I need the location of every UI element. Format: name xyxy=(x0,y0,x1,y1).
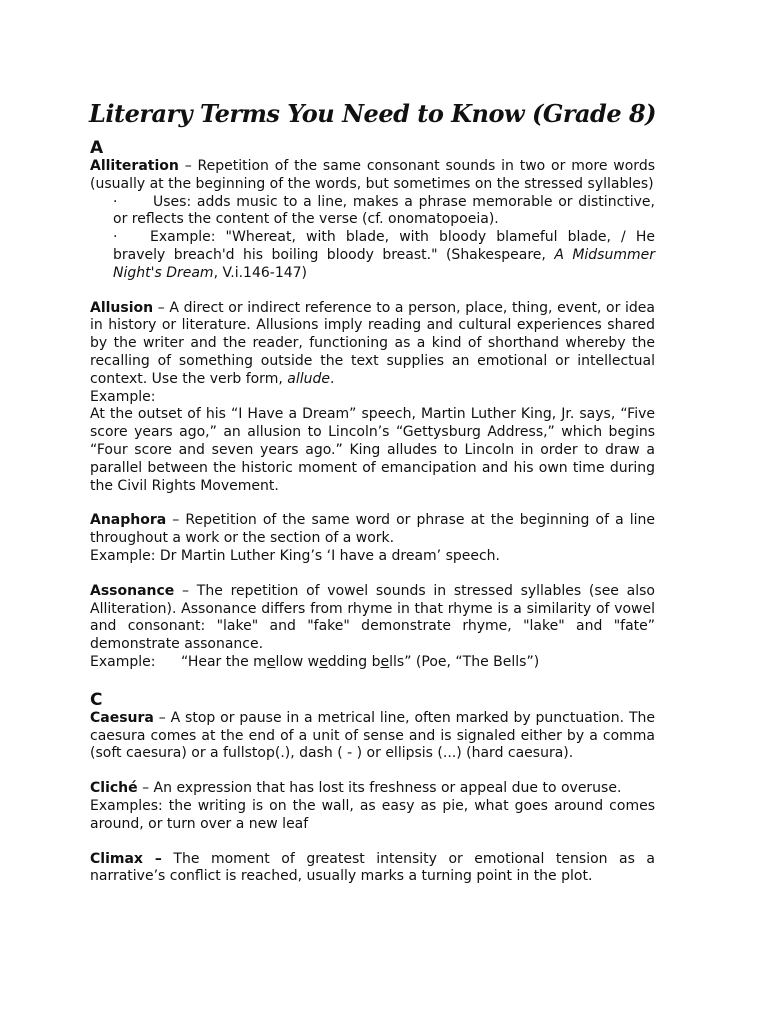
alliteration-example-cite: , V.i.146-147) xyxy=(213,264,307,281)
assonance-underlined-vowel: e xyxy=(319,653,328,670)
alliteration-example-work: A Midsummer Night's Dream xyxy=(113,246,655,281)
climax-def-text: The moment of greatest intensity or emotional tension as a narrative’s conflict is reached, usually marks a turning point in the plot. xyxy=(90,850,656,885)
assonance-example-part: dding b xyxy=(327,653,381,670)
section-letter-a: A xyxy=(90,138,104,158)
assonance-underlined-vowel: e xyxy=(266,653,276,670)
term-anaphora: Anaphora xyxy=(90,512,167,529)
term-climax: Climax – xyxy=(90,850,162,867)
allusion-example-text: At the outset of his “I Have a Dream” speech, Martin Luther King, Jr. says, “Five score years ago,” an allusion to Lincoln’s “Gettysburg Address,” which begins “Four score and seven years ago.” King alludes to Lincoln in order to draw a parallel between the historic moment of emancipation and his own time during the Civil Rights Movement. xyxy=(90,406,655,494)
alliteration-def-text: – Repetition of the same consonant sounds in two or more words (usually at the beginning of the words, but sometimes on the stressed syllables) xyxy=(90,158,655,192)
alliteration-example-text: Example: "Whereat, with blade, with bloody blameful blade, / He bravely breach'd his boiling bloody breast." (Shakespeare, xyxy=(113,229,655,263)
allusion-example-label: Example: xyxy=(90,388,156,405)
assonance-example-part: lls” (Poe, “The Bells”) xyxy=(389,653,540,670)
cliche-definition xyxy=(90,780,655,798)
allusion-def-end: . xyxy=(329,370,335,387)
assonance-example-part: llow w xyxy=(275,653,320,670)
cliche-def-text: – An expression that has lost its freshness or appeal due to overuse. xyxy=(137,780,622,797)
alliteration-uses xyxy=(113,194,655,230)
term-alliteration: Alliteration xyxy=(90,158,179,174)
assonance-definition xyxy=(90,583,655,654)
term-cliche: Cliché xyxy=(90,780,138,797)
term-caesura: Caesura xyxy=(90,709,154,726)
bullet-dot: · xyxy=(113,193,118,210)
assonance-example-label: Example: xyxy=(90,653,156,670)
assonance-def-text: – The repetition of vowel sounds in stressed syllables (see also Alliteration). Assonance differs from rhyme in that rhyme is a similarity of vowel and consonant: "lake" and "fake" demonstrate rhyme, "lake" and "fate” demonstrate assonance. xyxy=(90,582,655,653)
caesura-def-text: – A stop or pause in a metrical line, often marked by punctuation. The caesura comes at the end of a unit of sense and is signaled either by a comma (soft caesura) or a fullstop(.), dash ( - ) or ellipsis (...) (hard caesura). xyxy=(90,709,655,762)
alliteration-example xyxy=(113,229,655,282)
bullet-dot: · xyxy=(113,229,118,246)
anaphora-definition xyxy=(90,512,655,548)
assonance-example xyxy=(90,654,655,672)
alliteration-uses-text: Uses: adds music to a line, makes a phrase memorable or distinctive, or reflects the content of the verse (cf. onomatopoeia). xyxy=(113,193,655,228)
alliteration-definition xyxy=(90,158,655,194)
assonance-underlined-vowel: e xyxy=(380,653,390,670)
allusion-def-text: – A direct or indirect reference to a person, place, thing, event, or idea in history or literature. Allusions imply reading and cultural experiences shared by the writer and the reader, functioning as a kind of shorthand whereby the recalling of something outside the text supplies an emotional or intellectual context. Use the verb form, xyxy=(90,299,655,387)
anaphora-def-text: – Repetition of the same word or phrase at the beginning of a line throughout a work or the section of a work. xyxy=(90,512,655,547)
allusion-verb-form: allude xyxy=(287,370,330,387)
section-letter-c: C xyxy=(90,689,103,710)
anaphora-example: Example: Dr Martin Luther King’s ‘I have a dream’ speech. xyxy=(90,547,500,564)
caesura-definition xyxy=(90,710,655,763)
document-title: Literary Terms You Need to Know (Grade 8) xyxy=(88,99,657,128)
term-allusion: Allusion xyxy=(90,299,154,316)
allusion-definition xyxy=(90,300,655,389)
climax-definition xyxy=(90,851,655,887)
cliche-examples: Examples: the writing is on the wall, as easy as pie, what goes around comes around, or turn over a new leaf xyxy=(90,797,655,832)
assonance-example-part: “Hear the m xyxy=(181,653,267,670)
term-assonance: Assonance xyxy=(90,582,175,599)
document-page xyxy=(90,96,655,886)
